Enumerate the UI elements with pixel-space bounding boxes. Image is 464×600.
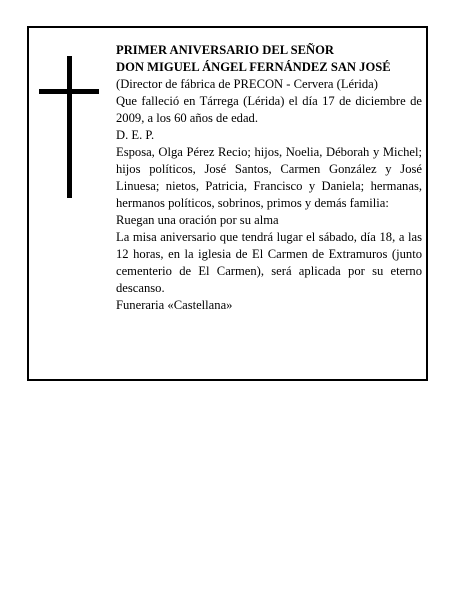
- deceased-role: (Director de fábrica de PRECON - Cervera (Lérida): [116, 77, 378, 91]
- death-info: Que falleció en Tárrega (Lérida) el día 17 de diciembre de 2009, a los 60 años de edad.: [116, 94, 422, 125]
- notice-text: [116, 42, 422, 314]
- notice-title-line-1: PRIMER ANIVERSARIO DEL SEÑOR: [116, 43, 334, 57]
- funeral-home: Funeraria «Castellana»: [116, 298, 233, 312]
- prayer-request: Ruegan una oración por su alma: [116, 213, 279, 227]
- cross-horizontal-bar: [39, 89, 99, 94]
- notice-title-line-2: DON MIGUEL ÁNGEL FERNÁNDEZ SAN JOSÉ: [116, 60, 391, 74]
- cross-icon: [39, 56, 99, 198]
- family-members: Esposa, Olga Pérez Recio; hijos, Noelia, Déborah y Michel; hijos políticos, José Santos, Carmen González y José Linuesa; nietos, Patricia, Francisco y Daniela; hermanas, hermanos políticos, sobrinos, primos y demás familia:: [116, 145, 422, 210]
- mass-info: La misa aniversario que tendrá lugar el sábado, día 18, a las 12 horas, en la iglesia de El Carmen de Extramuros (junto cementerio de El Carmen), será aplicada por su eterno descanso.: [116, 230, 422, 295]
- cross-vertical-bar: [67, 56, 72, 198]
- rip-abbreviation: D. E. P.: [116, 128, 155, 142]
- obituary-notice-frame: [27, 26, 428, 381]
